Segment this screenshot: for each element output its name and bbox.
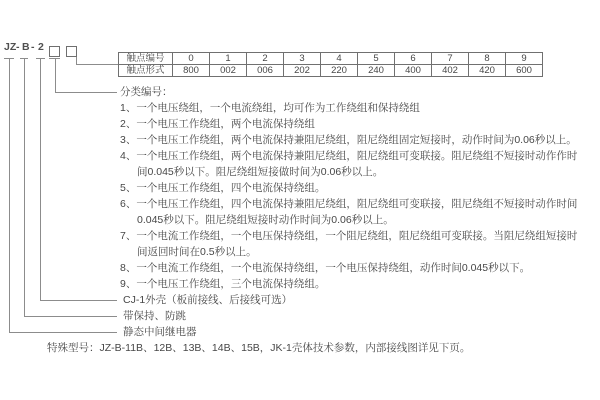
classification-title: 分类编号： xyxy=(120,86,173,98)
contact-form-label: 触点形式 xyxy=(119,65,173,77)
model-series: JZ xyxy=(4,41,17,53)
contact-number-cell: 0 xyxy=(173,53,210,65)
connector-lead-hold xyxy=(24,316,117,317)
contact-number-cell: 9 xyxy=(506,53,543,65)
contact-form-cell: 202 xyxy=(284,65,321,77)
classification-line: 0.045秒以下。阻尼绕组短接时动作时间为0.06秒以上。 xyxy=(137,214,394,226)
classification-line: 6、一个电压工作绕组，四个电流保持兼阻尼绕组，阻尼绕组可变联接，阻尼绕组不短接时动作时间 xyxy=(120,198,578,210)
classification-list xyxy=(120,84,598,292)
contact-number-cell: 8 xyxy=(469,53,506,65)
connector-stem-series xyxy=(9,58,10,332)
contact-form-cell: 402 xyxy=(432,65,469,77)
classification-line: 9、一个电压工作绕组，三个电流保持绕组。 xyxy=(120,278,326,290)
model-digit: 2 xyxy=(38,41,44,53)
classification-line: 8、一个电流工作绕组，一个电流保持绕组，一个电压保持绕组，动作时间0.045秒以下。 xyxy=(120,262,531,274)
connector-stem-digit xyxy=(40,58,41,300)
contact-number-cell: 1 xyxy=(210,53,247,65)
label-case: CJ-1外壳（板前接线、后接线可选） xyxy=(123,294,293,306)
contact-form-cell: 006 xyxy=(247,65,284,77)
contacts-table xyxy=(118,52,543,77)
classification-line: 7、一个电流工作绕组，一个电压保持绕组，一个阻尼绕组，阻尼绕组可变联接。当阻尼绕组短接时 xyxy=(120,230,578,242)
connector-lead-table xyxy=(76,64,119,65)
contact-form-cell: 240 xyxy=(358,65,395,77)
label-hold-antipump: 带保持、防跳 xyxy=(123,310,186,322)
model-variant: B xyxy=(22,41,30,53)
connector-lead-relay xyxy=(9,332,117,333)
contact-number-cell: 2 xyxy=(247,53,284,65)
contact-form-cell: 600 xyxy=(506,65,543,77)
contact-number-label: 触点编号 xyxy=(119,53,173,65)
model-dash-1: - xyxy=(16,41,20,53)
classification-line: 4、一个电压工作绕组，两个电流保持兼阻尼绕组，阻尼绕组可变联接。阻尼绕组不短接时动作作时 xyxy=(120,150,578,162)
classification-line: 5、一个电压工作绕组，四个电流保持绕组。 xyxy=(120,182,326,194)
contact-number-cell: 5 xyxy=(358,53,395,65)
label-relay-type: 静态中间继电器 xyxy=(123,326,197,338)
model-dash-2: - xyxy=(31,41,35,53)
connector-stem-variant xyxy=(24,58,25,316)
contact-form-cell: 220 xyxy=(321,65,358,77)
connector-lead-class xyxy=(55,92,117,93)
classification-line: 间返回时间在0.5秒以上。 xyxy=(137,246,257,258)
contact-number-cell: 6 xyxy=(395,53,432,65)
classification-line: 1、一个电压绕组，一个电流绕组，均可作为工作绕组和保持绕组 xyxy=(120,102,420,114)
contact-form-cell: 420 xyxy=(469,65,506,77)
contact-number-cell: 4 xyxy=(321,53,358,65)
special-models-note: 特殊型号：JZ-B-11B、12B、13B、14B、15B，JK-1壳体技术参数，内部接线图详见下页。 xyxy=(47,342,471,354)
contact-form-cell: 002 xyxy=(210,65,247,77)
model-placeholder-box-2 xyxy=(66,46,77,57)
contact-number-cell: 7 xyxy=(432,53,469,65)
classification-line: 3、一个电压工作绕组，两个电流保持兼阻尼绕组，阻尼绕组固定短接时，动作时间为0.06秒以上。 xyxy=(120,134,577,146)
model-placeholder-box-1 xyxy=(49,46,60,57)
contact-form-cell: 400 xyxy=(395,65,432,77)
connector-lead-case xyxy=(40,300,117,301)
classification-line: 2、一个电压工作绕组，两个电流保持绕组 xyxy=(120,118,315,130)
connector-stem-box1 xyxy=(55,58,56,92)
contact-form-row xyxy=(119,65,543,77)
contact-form-cell: 800 xyxy=(173,65,210,77)
contact-number-row xyxy=(119,53,543,65)
classification-line: 间0.045秒以下。阻尼绕组短接做时间为0.06秒以上。 xyxy=(137,166,384,178)
contact-number-cell: 3 xyxy=(284,53,321,65)
